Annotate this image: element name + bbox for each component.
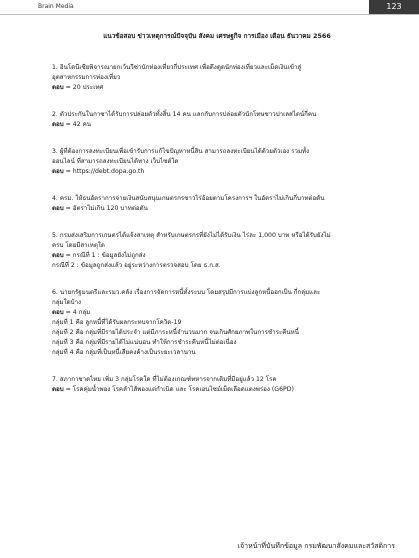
page-number-badge: 123 — [369, 0, 419, 14]
qa-item-6 — [52, 288, 382, 358]
answer-label: ตอบ — [52, 168, 64, 175]
question-line: ออนไลน์ ที่สามารถลงทะเบียนได้ทาง เว็บไซต์ใด — [52, 158, 179, 165]
qa-item-5 — [52, 231, 382, 271]
document-title: แนวข้อสอบ ข่าวเหตุการณ์ปัจจุบัน สังคม เศรษฐกิจ การเมือง เดือน ธันวาคม 2566 — [103, 32, 331, 40]
question-line: อุตสาหกรรมการท่องเที่ยว — [52, 74, 121, 81]
answer-label: ตอบ — [52, 205, 64, 212]
answer-text: = https://debt.dopa.go.th — [63, 168, 145, 175]
answer-line — [52, 308, 382, 318]
qa-item-7 — [52, 375, 382, 395]
qa-item-1 — [52, 63, 382, 93]
brand-label: Brain Media — [38, 3, 74, 10]
answer-label: ตอบ — [52, 84, 64, 91]
answer-label: ตอบ — [52, 121, 64, 128]
answer-label: ตอบ — [52, 252, 64, 259]
question-line: 3. ผู้ที่ต้องการลงทะเบียนเพื่อเข้ารับการแก้ไขปัญหาหนี้สิน สามารถลงทะเบียนได้ด้วยตัวเอง รวมทั้ง — [52, 148, 310, 155]
answer-text: = 42 คน — [63, 121, 91, 128]
question-line: ครบ โดยมีสาเหตุใด — [52, 242, 105, 249]
question-line: 5. กรมส่งเสริมการเกษตรได้แจ้งสาเหตุ สำหรับเกษตรกรที่ยังไม่ได้รับเงิน ไร่ละ 1,000 บาท หรือได้รับยังไม่ — [52, 232, 331, 239]
page-footer: เจ้าหน้าที่บันทึกข้อมูล กรมพัฒนาสังคมและสวัสดิการ — [237, 542, 395, 550]
qa-item-3 — [52, 147, 382, 177]
answer-line — [52, 204, 382, 214]
question-line: กลุ่มใดบ้าง — [52, 299, 82, 306]
answer-detail-line: กลุ่มที่ 3 คือ กลุ่มที่มีรายได้ไม่แน่นอน ทำให้การชำระคืนหนี้ไม่ต่อเนื่อง — [52, 339, 237, 346]
answer-label: ตอบ — [52, 309, 64, 316]
page-header — [0, 0, 419, 15]
answer-line — [52, 385, 382, 395]
answer-detail-line: กลุ่มที่ 2 คือ กลุ่มที่มีรายได้ประจำ แต่มีภาระหนี้จำนวนมาก จนเกินศักยภาพในการชำระคืนหนี้ — [52, 329, 299, 336]
answer-detail-line: กลุ่มที่ 1 คือ ลูกหนี้ที่ได้รับผลกระทบจากโควิด-19 — [52, 319, 182, 326]
question-line: 6. นายกรัฐมนตรีและรมว.คลัง เรื่องการจัดการหนี้ทั้งระบบ โดยสรุปมีการแบ่งลูกหนี้ออกเป็น กี่กลุ่มและ — [52, 289, 321, 296]
answer-line — [52, 251, 382, 261]
answer-text: = 20 ประเทศ — [63, 84, 104, 91]
question-line: 1. อินโดนีเซียพิจารณายกเว้นวีซ่านักท่องเที่ยวกี่ประเทศ เพื่อดึงดูดนักท่องเที่ยวและเม็ดเงินเข้าสู่ — [52, 64, 302, 71]
question-line: 2. ตัวประกันในกาซาได้รับการปล่อยตัวทั้งสิ้น 14 คน แลกกับการปล่อยตัวนักโทษชาวปาเลสไตน์กี่คน — [52, 111, 317, 118]
answer-line — [52, 167, 382, 177]
document-body — [52, 32, 382, 412]
answer-line — [52, 120, 382, 130]
question-line: 7. สภากาชาดไทย เพิ่ม 3 กลุ่มโรคใด ที่ไม่ต้องเกณฑ์ทหารจากเดิมที่มีอยู่แล้ว 12 โรค — [52, 376, 277, 383]
answer-text: = 4 กลุ่ม — [63, 309, 91, 316]
answer-detail-line: กรณีที่ 2 : ข้อมูลถูกส่งแล้ว อยู่ระหว่างการตรวจสอบ โดย ธ.ก.ส. — [52, 262, 221, 269]
answer-label: ตอบ — [52, 386, 64, 393]
question-line: 4. ครม. ให้ธนอัตราการจ่ายเงินสนับสนุนเกษตรกรชาวไร่อ้อยตามโครงการฯ ในอัตราไม่เกินกี่บาทต่อตัน — [52, 195, 325, 202]
answer-line — [52, 83, 382, 93]
answer-detail-line: กลุ่มที่ 4 คือ กลุ่มที่เป็นหนี้เสียคงค้างเป็นระยะเวลานาน — [52, 349, 196, 356]
answer-text: = โรคคุ่มน้ำพอง โรคลำไส้พองแต่กำเนิด และ โรคเอนไซม์เม็ดเลือดแดงพร่อง (G6PD) — [63, 386, 294, 393]
qa-item-4 — [52, 194, 382, 214]
qa-item-2 — [52, 110, 382, 130]
answer-text: = กรณีที่ 1 : ข้อมูลยังไม่ถูกส่ง — [63, 252, 146, 259]
answer-text: = อัตราไม่เกิน 120 บาทต่อตัน — [63, 205, 148, 212]
